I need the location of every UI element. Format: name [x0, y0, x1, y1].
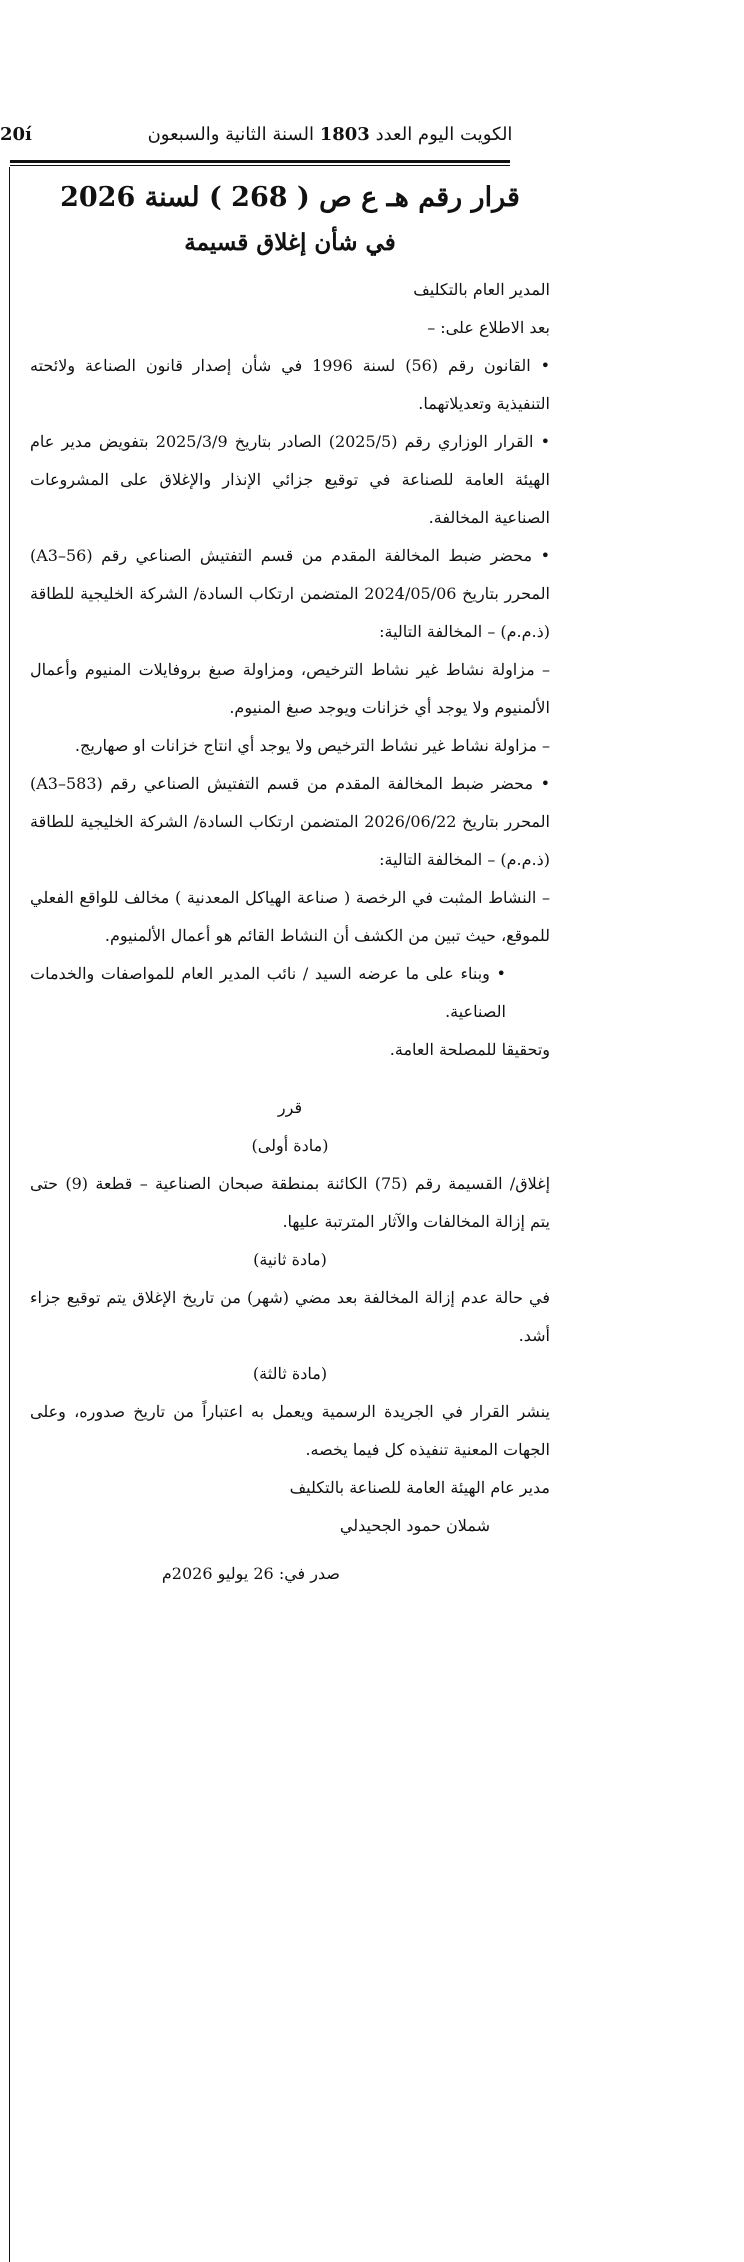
recital-violation-report-2: • محضر ضبط المخالفة المقدم من قسم التفتيش الصناعي رقم (A3–583) المحرر بتاريخ 2026/06/22 المتضمن ارتكاب السادة/ الشركة الخليجية للطاقة (ذ.م.م) – المخالفة التالية: — [30, 774, 550, 869]
public-interest: وتحقيقا للمصلحة العامة. — [389, 1040, 550, 1059]
decision-subject: في شأن إغلاق قسيمة — [184, 229, 396, 256]
preamble: بعد الاطلاع على: – — [427, 318, 550, 337]
article-3-text: ينشر القرار في الجريدة الرسمية ويعمل به اعتباراً من تاريخ صدوره، وعلى الجهات المعنية تنفيذه كل فيما يخصه. — [30, 1402, 550, 1459]
issuer: المدير العام بالتكليف — [413, 280, 550, 299]
recital-ministerial-decision: • القرار الوزاري رقم (2025/5) الصادر بتاريخ 2025/3/9 بتفويض مدير عام الهيئة العامة للصناعة في توقيع جزائي الإنذار والإغلاق على المشروعات الصناعية المخالفة. — [30, 432, 551, 527]
issue-number: 1803 — [319, 124, 370, 145]
header-rule-thin — [10, 165, 510, 166]
article-2-text: في حالة عدم إزالة المخالفة بعد مضي (شهر) من تاريخ الإغلاق يتم توقيع جزاء أشد. — [30, 1288, 550, 1345]
violation-item-2: – مزاولة نشاط غير نشاط الترخيص ولا يوجد أي انتاج خزانات او صهاريج. — [74, 736, 550, 755]
decided-heading: قرر — [277, 1098, 303, 1117]
violation-item-3: – النشاط المثبت في الرخصة ( صناعة الهياكل المعدنية ) مخالف للواقع الفعلي للموقع، حيث تبين من الكشف أن النشاط القائم هو أعمال الألمنيوم. — [30, 888, 550, 945]
recital-law: • القانون رقم (56) لسنة 1996 في شأن إصدار قانون الصناعة ولائحته التنفيذية وتعديلاتهما. — [30, 356, 551, 413]
article-1-heading: (مادة أولى) — [251, 1136, 329, 1155]
article-1-text: إغلاق/ القسيمة رقم (75) الكائنة بمنطقة صبحان الصناعية – قطعة (9) حتى يتم إزالة المخالفات والآثار المترتبة عليها. — [30, 1174, 551, 1231]
article-3-heading: (مادة ثالثة) — [252, 1364, 328, 1383]
violation-item-1: – مزاولة نشاط غير نشاط الترخيص، ومزاولة صبغ بروفايلات المنيوم وأعمال الألمنيوم ولا يوجد أي خزانات ويوجد صبغ المنيوم. — [30, 660, 550, 717]
based-on: • وبناء على ما عرضه السيد / نائب المدير العام للمواصفات والخدمات الصناعية. — [30, 964, 506, 1021]
decision-title: قرار رقم هـ ع ص ( 268 ) لسنة 2026 — [60, 182, 520, 213]
signatory-name: شملان حمود الجحيدلي — [339, 1516, 490, 1535]
signatory-title: مدير عام الهيئة العامة للصناعة بالتكليف — [289, 1478, 550, 1497]
recital-violation-report-1: • محضر ضبط المخالفة المقدم من قسم التفتيش الصناعي رقم (A3–56) المحرر بتاريخ 2024/05/06 المتضمن ارتكاب السادة/ الشركة الخليجية للطاقة (ذ.م.م) – المخالفة التالية: — [30, 546, 550, 641]
article-2-heading: (مادة ثانية) — [253, 1250, 327, 1269]
column-divider — [9, 167, 10, 2262]
year-text: السنة الثانية والسبعون — [147, 124, 314, 145]
header-rule-thick — [10, 160, 510, 163]
publication-name: الكويت اليوم العدد — [375, 124, 513, 145]
running-header — [130, 124, 530, 145]
page-number: 20í — [0, 124, 32, 145]
issued-date: صدر في: 26 يوليو 2026م — [161, 1564, 340, 1583]
decision-body — [30, 175, 550, 1593]
